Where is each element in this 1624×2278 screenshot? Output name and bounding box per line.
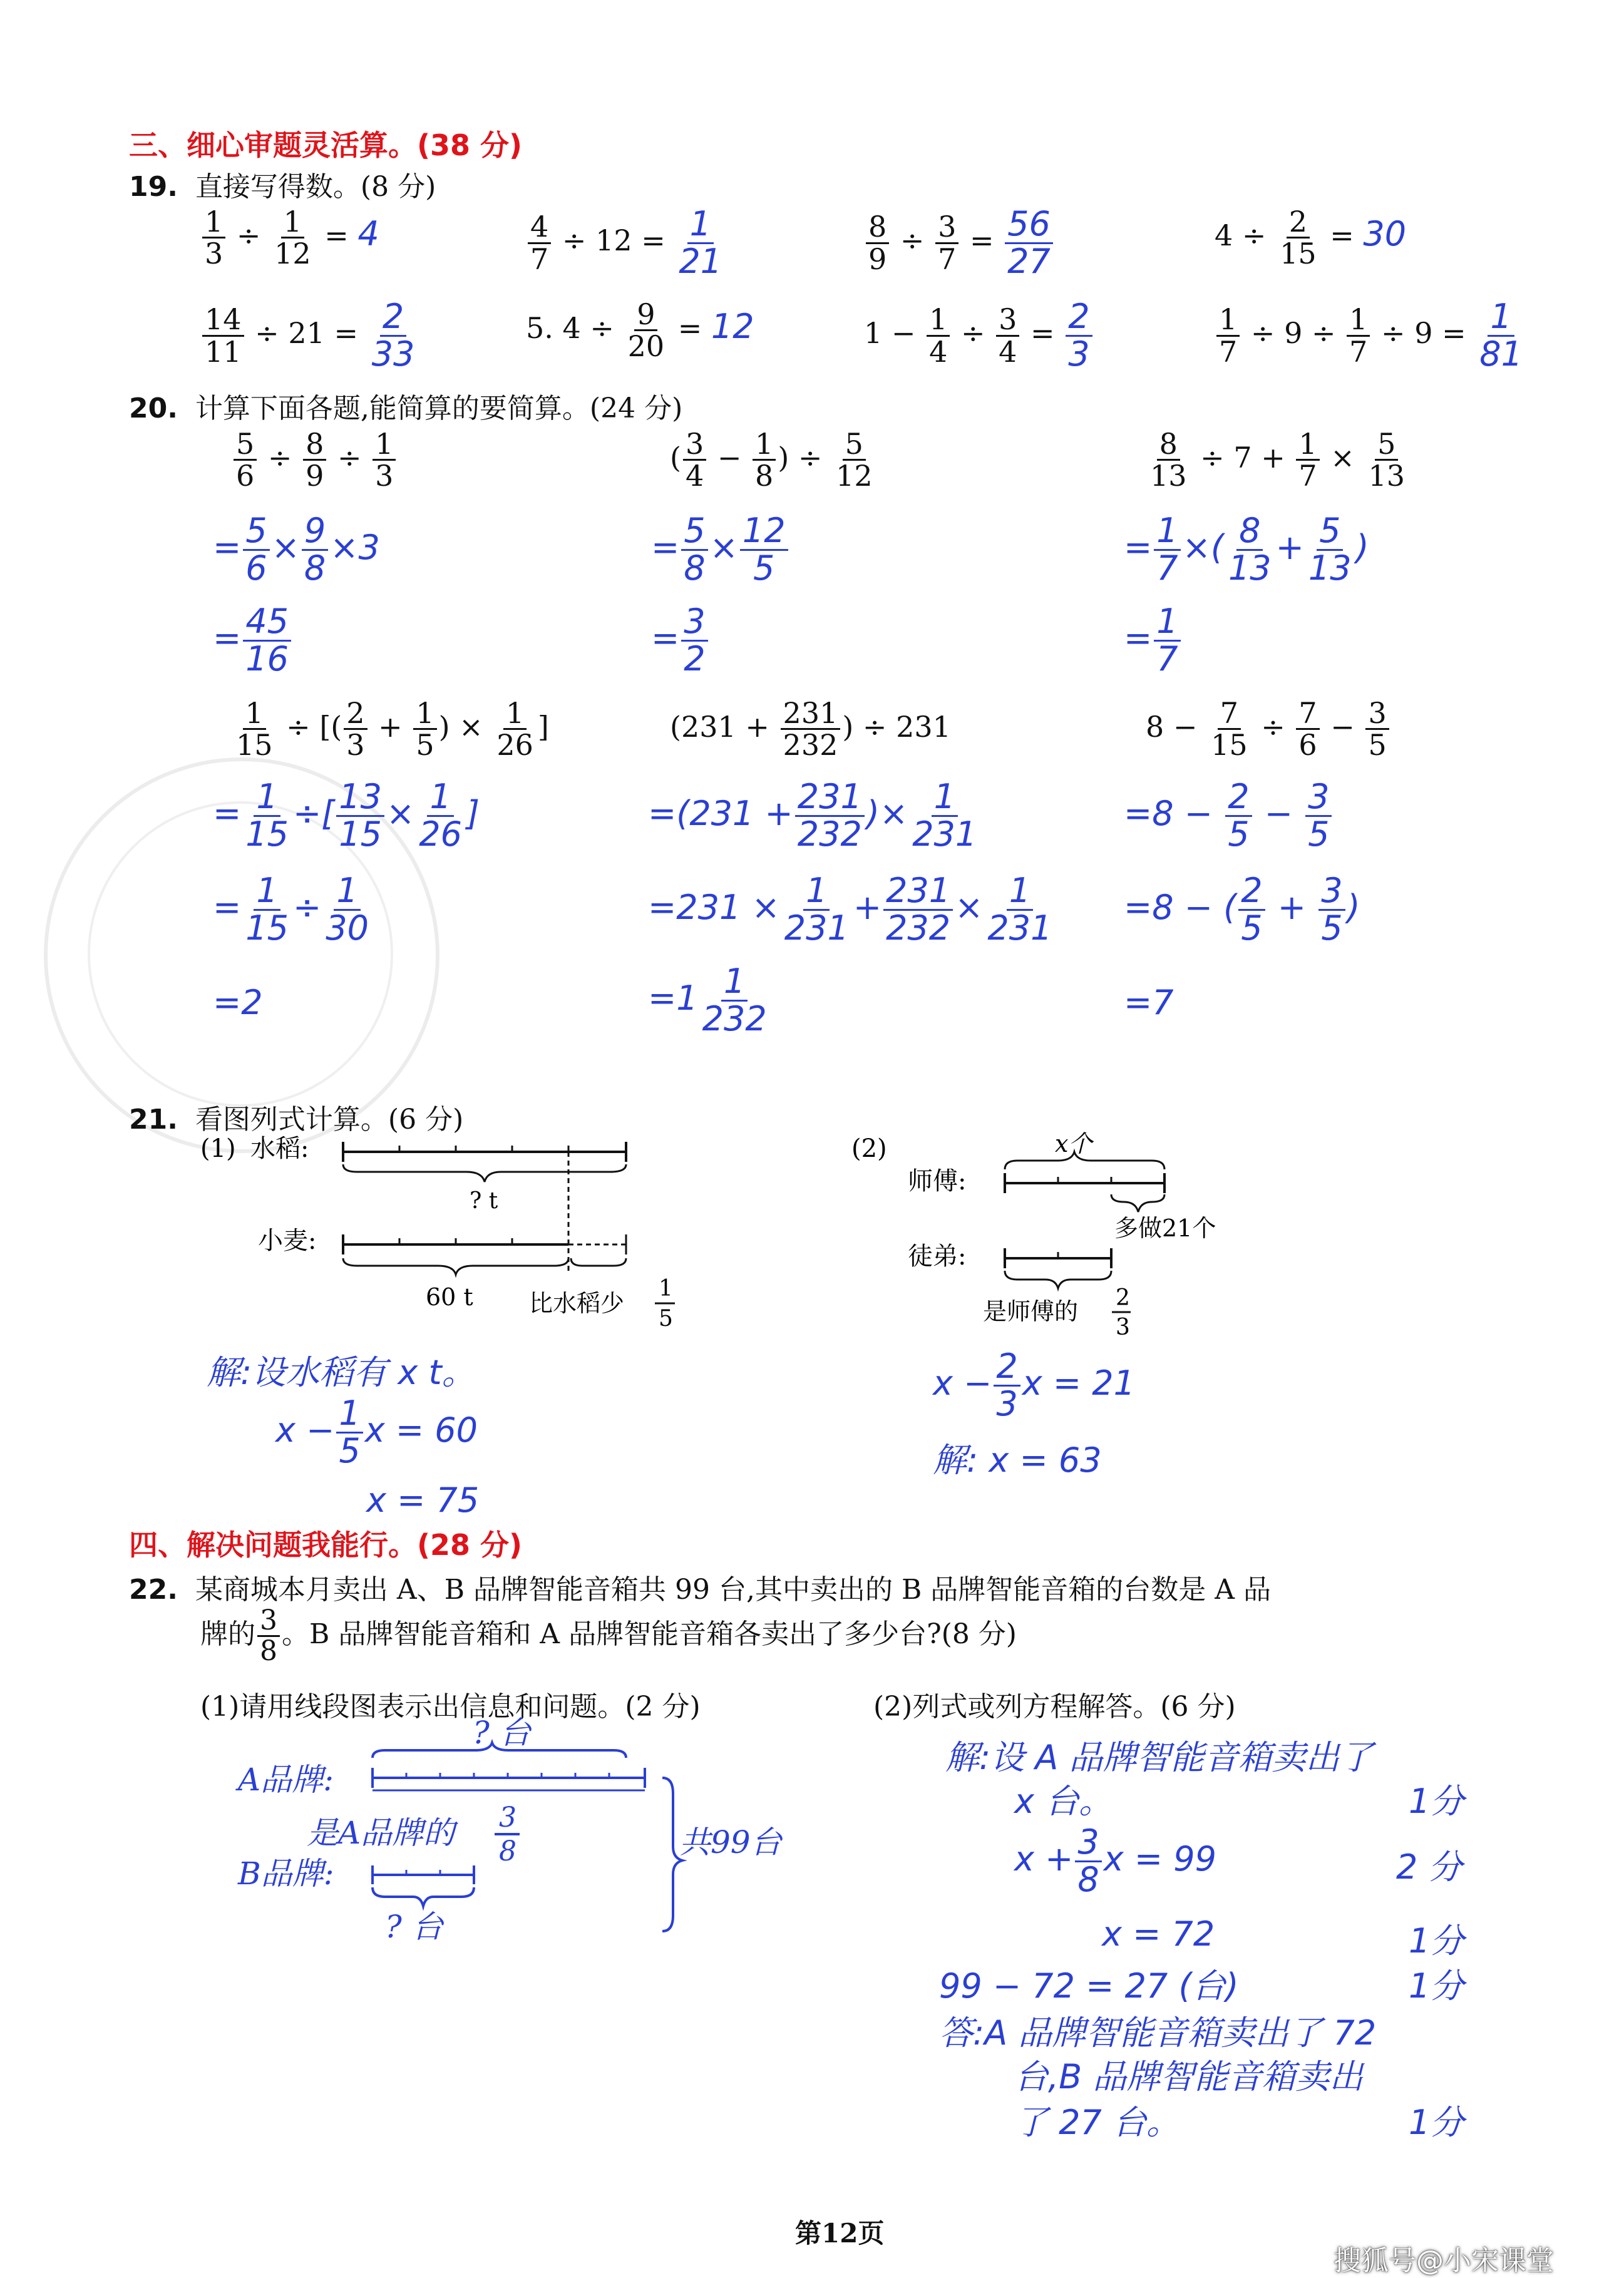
q20-heading: 20. 计算下面各题,能简算的要简算。(24 分) [129, 392, 683, 424]
q20-step: =8 − $\frac{2}{5}$ − $\frac{3}{5}$ [1124, 779, 1334, 852]
q20-step: = $\frac{5}{8}$ × $\frac{12}{5}$ [651, 513, 790, 586]
svg-text:师傅:: 师傅: [908, 1167, 967, 1196]
q22-sol-line: 台,B 品牌智能音箱卖出 [1014, 2057, 1364, 2096]
q22-score: 1分 [1409, 1966, 1464, 2006]
q20-problem-4: $\frac{1}{15}$ ÷ [( $\frac{2}{3}$ + $\frac{1}{5}$ ) × $\frac{1}{26}$ ] [236, 696, 549, 762]
watermark: 搜狐号@小宋课堂 [1334, 2245, 1554, 2277]
svg-text:是师傅的: 是师傅的 [983, 1298, 1079, 1325]
q21-2-equation: x − $\frac{2}{3}$ x = 21 [933, 1347, 1135, 1424]
svg-text:是A品牌的: 是A品牌的 [307, 1815, 455, 1851]
q21-diagram-2 [839, 1121, 1340, 1358]
svg-text:8: 8 [499, 1835, 516, 1867]
q22-line-1: 22. 某商城本月卖出 A、B 品牌智能音箱共 99 台,其中卖出的 B 品牌智能音箱的台数是 A 品 [129, 1574, 1272, 1606]
page-number: 第12页 [795, 2218, 885, 2249]
q19-item-5: $\frac{14}{11}$ ÷ 21 = $\frac{2}{33}$ [200, 299, 419, 372]
q21-heading: 21. 看图列式计算。(6 分) [129, 1104, 464, 1136]
svg-text:x个: x个 [1055, 1130, 1092, 1157]
q22-sub-2: (2)列式或列方程解答。(6 分) [873, 1691, 1236, 1723]
svg-text:60 t: 60 t [426, 1283, 473, 1311]
q20-step: = $\frac{5}{6}$ × $\frac{9}{8}$ ×3 [213, 511, 380, 588]
q20-step: = $\frac{1}{15}$ ÷ $\frac{1}{30}$ [213, 871, 369, 948]
svg-text:3: 3 [1116, 1315, 1130, 1340]
svg-text:水稻:: 水稻: [250, 1134, 309, 1163]
q20-problem-2: ( $\frac{3}{4}$ − $\frac{1}{8}$ ) ÷ $\frac{5}{12}$ [670, 427, 873, 493]
svg-text:3: 3 [499, 1802, 516, 1834]
q20-step: =231 × $\frac{1}{231}$ + $\frac{231}{232}$ × $\frac{1}{231}$ [648, 871, 1052, 948]
svg-text:小麦:: 小麦: [258, 1226, 317, 1255]
q20-step: = $\frac{1}{7}$ ×( $\frac{8}{13}$ + $\frac{5}{13}$ ) [1124, 511, 1369, 588]
q22-score: 1分 [1409, 1782, 1464, 1821]
q22-segment-diagram [232, 1715, 833, 1966]
q20-problem-3: $\frac{8}{13}$ ÷ 7 + $\frac{1}{7}$ × $\frac{5}{13}$ [1150, 427, 1406, 493]
q19-item-7: 1 − $\frac{1}{4}$ ÷ $\frac{3}{4}$ = $\frac{2}{3}$ [864, 299, 1094, 372]
q22-sol-line: 解:设 A 品牌智能音箱卖出了 [945, 1738, 1374, 1777]
q22-sol-line: x 台。 [1014, 1782, 1113, 1821]
section-4-title: 四、解决问题我能行。(28 分) [129, 1528, 523, 1562]
q21-diagram-1 [188, 1127, 751, 1333]
q20-step: =7 [1124, 983, 1174, 1022]
q21-2-solution: 解: x = 63 [933, 1440, 1102, 1480]
q20-step: = $\frac{1}{15}$ ÷[ $\frac{13}{15}$ × $\frac{1}{26}$ ] [213, 777, 480, 854]
q20-step: = $\frac{1}{7}$ [1124, 604, 1183, 677]
q20-problem-1: $\frac{5}{6}$ ÷ $\frac{8}{9}$ ÷ $\frac{1}{3}$ [232, 429, 398, 491]
svg-text:? 台: ? 台 [385, 1909, 443, 1945]
svg-text:? t: ? t [470, 1188, 498, 1214]
svg-text:(1): (1) [200, 1134, 236, 1163]
q21-1-equation: x − $\frac{1}{5}$ x = 60 [275, 1393, 478, 1470]
q21-1-answer: x = 75 [366, 1480, 480, 1520]
svg-text:A品牌:: A品牌: [238, 1762, 334, 1798]
section-3-title: 三、细心审题灵活算。(38 分) [129, 128, 523, 162]
svg-text:5: 5 [659, 1306, 673, 1331]
q19-item-6: 5. 4 ÷ $\frac{9}{20}$ = 12 [526, 297, 754, 364]
q22-sol-line: 答:A 品牌智能音箱卖出了 72 [939, 2013, 1377, 2053]
svg-text:多做21个: 多做21个 [1114, 1214, 1216, 1242]
q22-sol-line: x = 72 [1102, 1914, 1215, 1954]
q22-sol-line: x + $\frac{3}{8}$ x = 99 [1014, 1822, 1216, 1899]
q22-score: 2 分 [1396, 1847, 1462, 1887]
svg-text:共99台: 共99台 [679, 1824, 782, 1860]
q21-1-solution-lead: 解:设水稻有 x t。 [207, 1353, 476, 1392]
svg-text:B品牌:: B品牌: [238, 1855, 334, 1892]
q20-step: = $\frac{3}{2}$ [651, 604, 710, 677]
q22-line-2: 牌的 $\frac{3}{8}$ 。B 品牌智能音箱和 A 品牌智能音箱各卖出了多少台?(8 分) [200, 1604, 1017, 1668]
q22-sub-1: (1)请用线段图表示出信息和问题。(2 分) [200, 1691, 701, 1723]
q22-score: 1分 [1409, 1921, 1464, 1961]
q20-step: =2 [213, 983, 263, 1022]
q20-problem-6: 8 − $\frac{7}{15}$ ÷ $\frac{7}{6}$ − $\frac{3}{5}$ [1146, 698, 1391, 761]
svg-text:2: 2 [1116, 1285, 1130, 1311]
q22-score: 1分 [1409, 2103, 1464, 2142]
svg-text:1: 1 [659, 1276, 673, 1301]
q20-step: =(231 + $\frac{231}{232}$ )× $\frac{1}{231}$ [648, 777, 977, 854]
q20-step: =1 $\frac{1}{232}$ [648, 962, 767, 1039]
q22-sol-line: 99 − 72 = 27 (台) [939, 1966, 1239, 2006]
q19-item-3: $\frac{8}{9}$ ÷ $\frac{3}{7}$ = $\frac{56}{27}$ [864, 207, 1055, 279]
q20-step: = $\frac{45}{16}$ [213, 604, 293, 677]
q20-problem-5: (231 + $\frac{231}{232}$ ) ÷ 231 [670, 696, 951, 762]
q19-item-4: 4 ÷ $\frac{2}{15}$ = 30 [1215, 205, 1407, 271]
q19-item-2: $\frac{4}{7}$ ÷ 12 = $\frac{1}{21}$ [526, 207, 726, 279]
svg-text:(2): (2) [851, 1134, 887, 1163]
svg-text:比水稻少: 比水稻少 [529, 1290, 625, 1317]
q19-heading: 19. 直接写得数。(8 分) [129, 171, 436, 203]
q22-sol-line: 了 27 台。 [1014, 2103, 1181, 2142]
svg-text:徒弟:: 徒弟: [908, 1242, 967, 1271]
q19-item-1: $\frac{1}{3}$ ÷ $\frac{1}{12}$ = 4 [200, 207, 379, 269]
q19-item-8: $\frac{1}{7}$ ÷ 9 ÷ $\frac{1}{7}$ ÷ 9 = $\frac{1}{81}$ [1215, 299, 1527, 372]
q20-step: =8 − ( $\frac{2}{5}$ + $\frac{3}{5}$ ) [1124, 871, 1360, 948]
svg-text:? 台: ? 台 [473, 1715, 531, 1751]
